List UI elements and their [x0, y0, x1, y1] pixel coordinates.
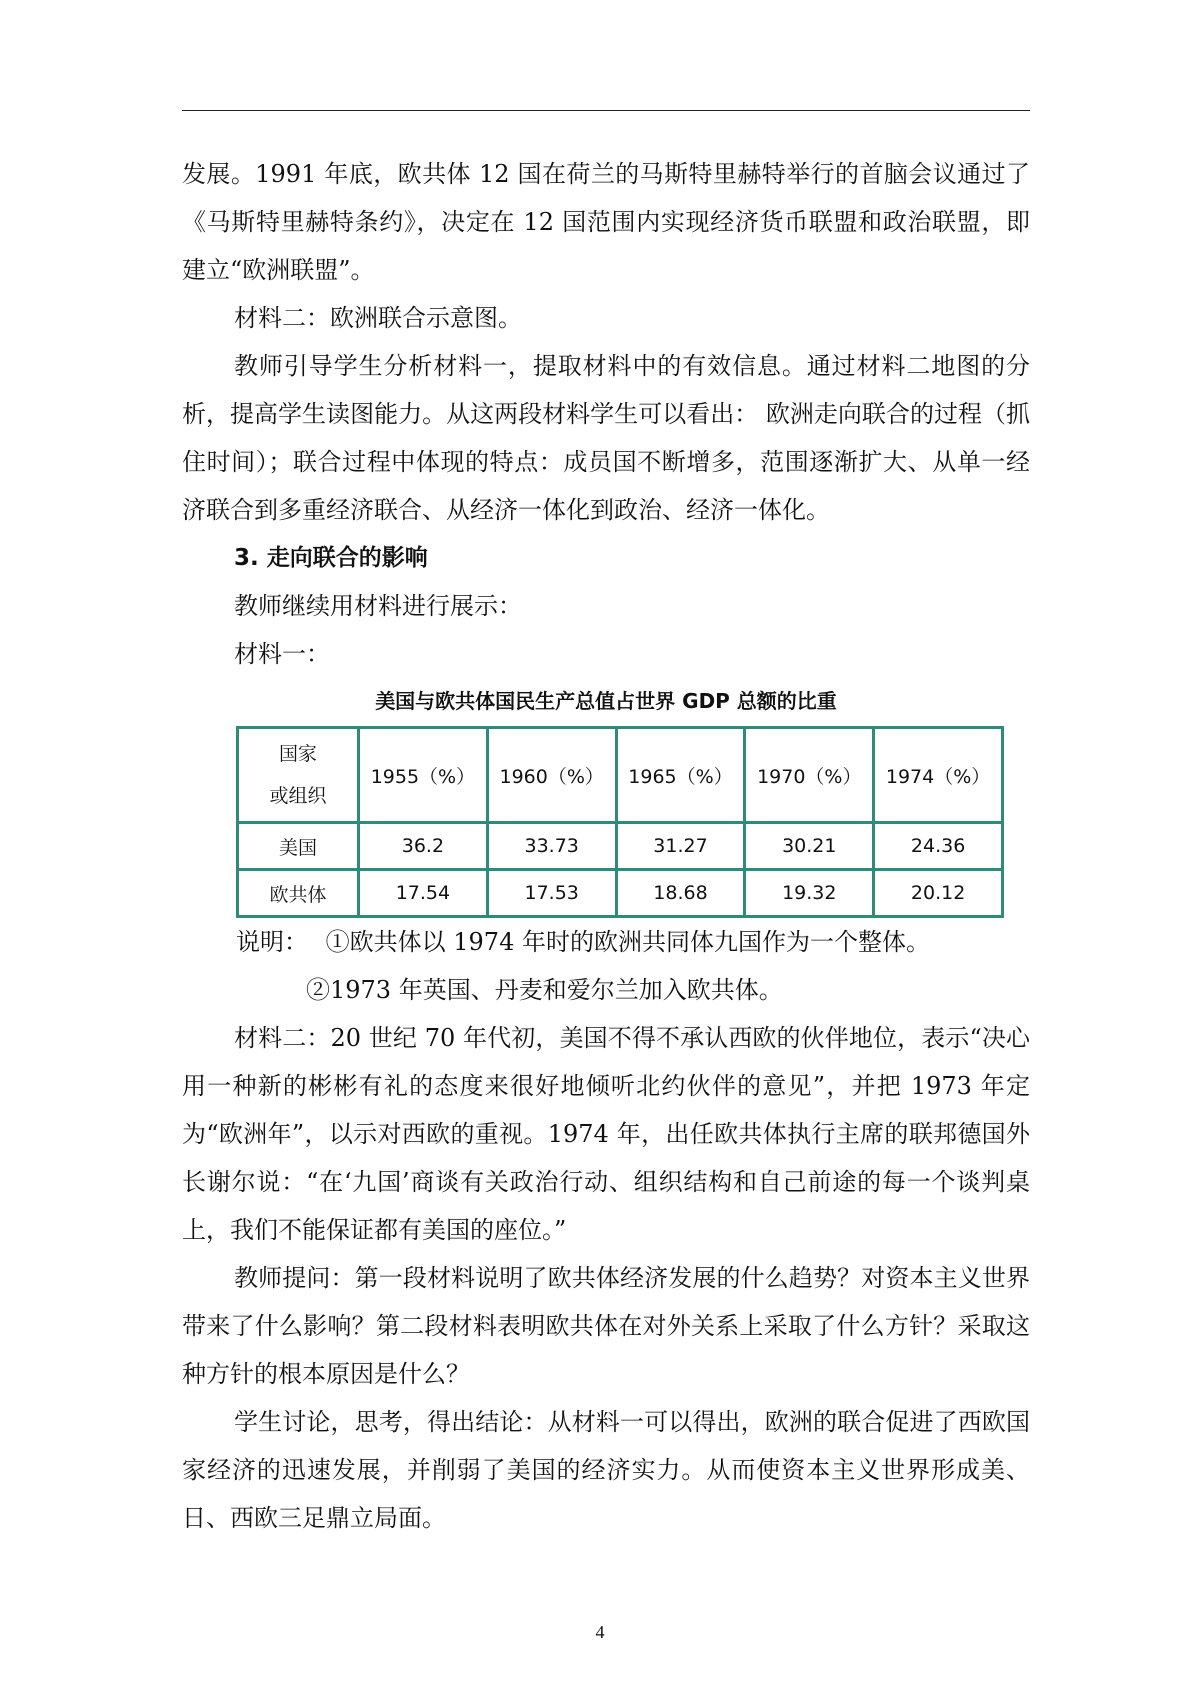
table-row-label: 美国 [238, 823, 359, 870]
paragraph-student-conclusion: 学生讨论，思考，得出结论：从材料一可以得出，欧洲的联合促进了西欧国家经济的迅速发展，并削弱了美国的经济实力。从而使资本主义世界形成美、日、西欧三足鼎立局面。 [182, 1408, 1030, 1532]
table-header-year: 1965（%） [616, 728, 745, 823]
table-cell: 31.27 [616, 823, 745, 870]
gdp-table [236, 726, 1004, 918]
table-row [238, 823, 1003, 870]
table-header-year: 1974（%） [874, 728, 1003, 823]
paragraph-continued: 发展。1991 年底，欧共体 12 国在荷兰的马斯特里赫特举行的首脑会议通过了《马斯特里赫特条约》，决定在 12 国范围内实现经济货币联盟和政治联盟，即建立“欧洲联盟”。 [182, 160, 1030, 284]
header-country-line1: 国家 [278, 743, 317, 765]
paragraph-teacher-question: 教师提问：第一段材料说明了欧共体经济发展的什么趋势？对资本主义世界带来了什么影响？第二段材料表明欧共体在对外关系上采取了什么方针？采取这种方针的根本原因是什么？ [182, 1264, 1030, 1388]
note-line-2: ②1973 年英国、丹麦和爱尔兰加入欧共体。 [306, 976, 783, 1004]
table-header-year: 1960（%） [487, 728, 616, 823]
table-cell: 18.68 [616, 870, 745, 917]
note-label: 说明： [236, 928, 308, 956]
page-content [182, 150, 1030, 1542]
table-header-year: 1955（%） [359, 728, 488, 823]
paragraph-material-two-quote: 材料二：20 世纪 70 年代初，美国不得不承认西欧的伙伴地位，表示“决心用一种新的彬彬有礼的态度来很好地倾听北约伙伴的意见”，并把 1973 年定为“欧洲年”，以示对西欧的重视。1974 年，出任欧共体执行主席的联邦德国外长谢尔说：“在‘九国’商谈有关政治行动、组织结构和自己前途的每一个谈判桌上，我们不能保证都有美国的座位。” [182, 1024, 1030, 1244]
table-cell: 17.54 [359, 870, 488, 917]
table-cell: 17.53 [487, 870, 616, 917]
paragraph-intro: 教师继续用材料进行展示： [234, 592, 522, 620]
paragraph-material-one-label: 材料一： [234, 640, 330, 668]
paragraph-teacher-guidance: 教师引导学生分析材料一，提取材料中的有效信息。通过材料二地图的分析，提高学生读图能力。从这两段材料学生可以看出： 欧洲走向联合的过程（抓住时间）；联合过程中体现的特点：成员国不断增多，范围逐渐扩大、从单一经济联合到多重经济联合、从经济一体化到政治、经济一体化。 [182, 352, 1030, 524]
table-note [182, 918, 1030, 966]
header-country-line2: 或组织 [269, 785, 327, 807]
table-header-country [238, 728, 359, 823]
table-header-row [238, 728, 1003, 823]
table-row-label: 欧共体 [238, 870, 359, 917]
table-cell: 33.73 [487, 823, 616, 870]
table-row [238, 870, 1003, 917]
table-cell: 19.32 [745, 870, 874, 917]
table-cell: 36.2 [359, 823, 488, 870]
table-cell: 30.21 [745, 823, 874, 870]
table-cell: 20.12 [874, 870, 1003, 917]
table-title: 美国与欧共体国民生产总值占世界 GDP 总额的比重 [375, 689, 837, 713]
page-number: 4 [595, 1622, 605, 1642]
note-line-1: ①欧共体以 1974 年时的欧洲共同体九国作为一个整体。 [325, 928, 930, 956]
header-rule [182, 110, 1030, 111]
paragraph-material-two: 材料二：欧洲联合示意图。 [234, 304, 522, 332]
table-header-year: 1970（%） [745, 728, 874, 823]
table-cell: 24.36 [874, 823, 1003, 870]
section-heading: 3. 走向联合的影响 [234, 545, 428, 571]
